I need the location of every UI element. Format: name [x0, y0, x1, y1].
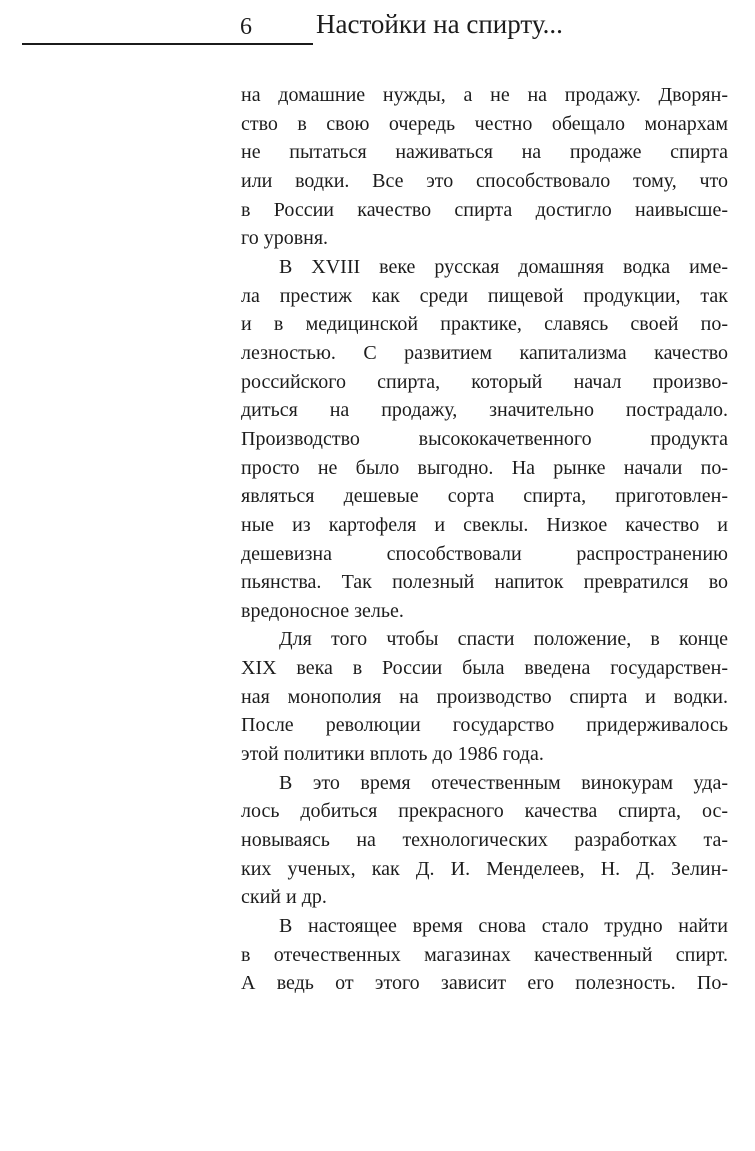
- paragraph: [241, 81, 728, 253]
- text-line: вредоносное зелье.: [241, 599, 404, 622]
- text-line: Производство высококачетвенного продукта: [241, 427, 728, 450]
- text-line: го уровня.: [241, 227, 329, 250]
- paragraph: [241, 912, 728, 998]
- text-line: в России качество спирта достигло наивысше-: [241, 198, 728, 221]
- paragraph: [241, 769, 728, 912]
- text-line: ский и др.: [241, 886, 327, 909]
- text-line: новываясь на технологических разработках та-: [241, 829, 728, 852]
- text-line: на домашние нужды, а не на продажу. Дворян-: [241, 84, 728, 106]
- page-number: 6: [240, 14, 252, 40]
- text-line: российского спирта, который начал произво-: [241, 370, 728, 393]
- text-line: ла престиж как среди пищевой продукции, так: [241, 284, 728, 307]
- text-line: и в медицинской практике, славясь своей по-: [241, 313, 728, 336]
- paragraph: [241, 253, 728, 626]
- text-block: [241, 81, 728, 998]
- text-line: В XVIII веке русская домашняя водка име-: [279, 255, 728, 278]
- text-line: лось добиться прекрасного качества спирта, ос-: [241, 800, 728, 823]
- text-line: ство в свою очередь честно обещало монархам: [241, 112, 728, 135]
- text-line: Для того чтобы спасти положение, в конце: [279, 628, 728, 651]
- text-line: или водки. Все это способствовало тому, что: [241, 169, 728, 192]
- text-line: В настоящее время снова стало трудно найти: [279, 915, 728, 938]
- text-line: ные из картофеля и свеклы. Низкое качество и: [241, 513, 728, 536]
- text-line: ких ученых, как Д. И. Менделеев, Н. Д. Зелин-: [241, 857, 728, 880]
- text-line: пьянства. Так полезный напиток превратился во: [241, 571, 728, 594]
- text-line: диться на продажу, значительно пострадало.: [241, 399, 728, 422]
- text-line: ная монополия на производство спирта и водки.: [241, 685, 728, 708]
- running-title: Настойки на спирту...: [316, 9, 563, 39]
- text-line: В это время отечественным винокурам уда-: [279, 771, 728, 794]
- text-line: После революции государство придерживалось: [241, 714, 728, 737]
- text-line: XIX века в России была введена государствен-: [241, 657, 728, 680]
- text-line: А ведь от этого зависит его полезность. По-: [241, 972, 728, 995]
- text-line: лезностью. С развитием капитализма качество: [241, 341, 728, 364]
- text-line: этой политики вплоть до 1986 года.: [241, 743, 544, 766]
- header-rule: [22, 43, 313, 45]
- paragraph: [241, 625, 728, 768]
- text-line: дешевизна способствовали распространению: [241, 542, 728, 565]
- text-line: являться дешевые сорта спирта, приготовлен-: [241, 485, 728, 508]
- text-line: просто не было выгодно. На рынке начали по-: [241, 456, 728, 479]
- text-line: не пытаться наживаться на продаже спирта: [241, 141, 728, 164]
- text-line: в отечественных магазинах качественный спирт.: [241, 943, 728, 966]
